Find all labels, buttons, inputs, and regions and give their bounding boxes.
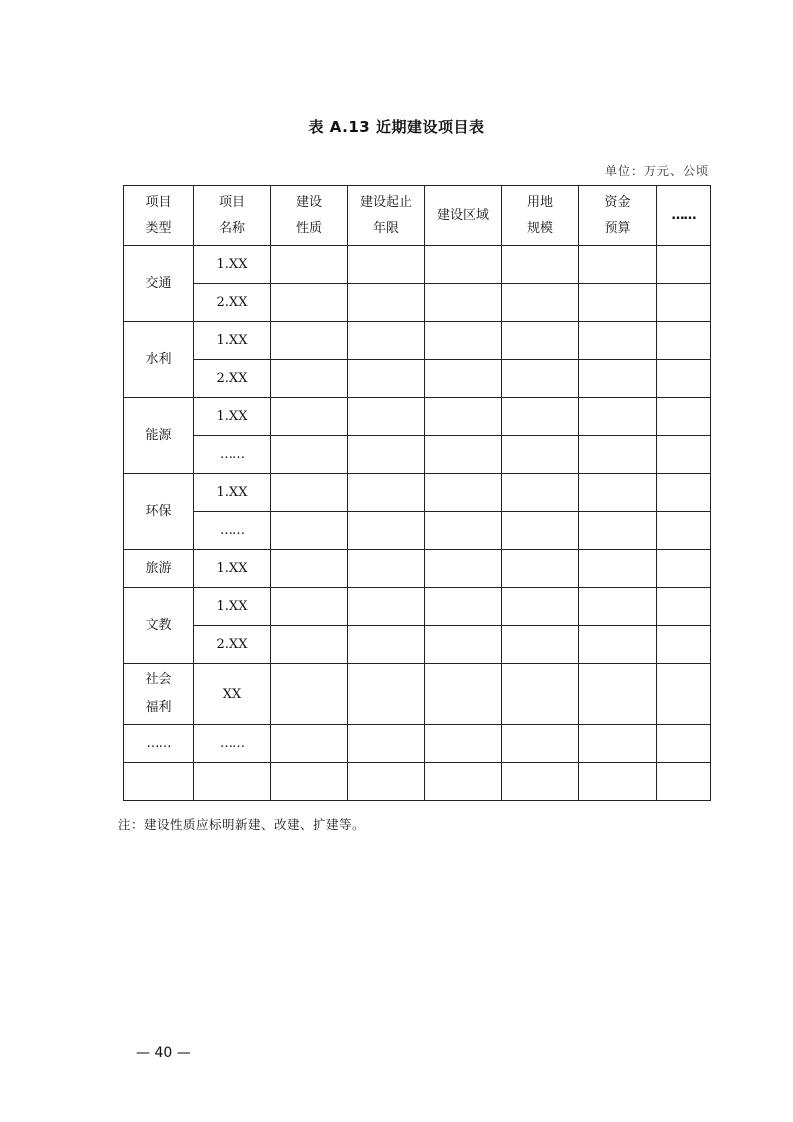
project-table (123, 185, 711, 801)
empty-cell (579, 626, 657, 664)
empty-cell (579, 322, 657, 360)
page-number: — 40 — (136, 1045, 191, 1061)
project-name-cell: 2.XX (194, 360, 271, 398)
table-row (124, 246, 711, 284)
project-name-cell: 1.XX (194, 398, 271, 436)
table-row (124, 626, 711, 664)
empty-cell (579, 474, 657, 512)
header-row (124, 186, 711, 246)
table-row (124, 436, 711, 474)
empty-cell (425, 512, 502, 550)
empty-cell (502, 284, 579, 322)
project-type-cell: 环保 (124, 474, 194, 550)
empty-cell (348, 550, 425, 588)
empty-cell (425, 436, 502, 474)
empty-cell (348, 474, 425, 512)
project-type-cell: 旅游 (124, 550, 194, 588)
empty-cell (271, 763, 348, 801)
empty-cell (271, 436, 348, 474)
empty-cell (657, 436, 711, 474)
empty-cell (425, 588, 502, 626)
empty-cell (502, 626, 579, 664)
header-more (657, 186, 711, 246)
project-type-cell (124, 664, 194, 725)
header-project-name (194, 186, 271, 246)
empty-cell (271, 322, 348, 360)
project-name-cell: 1.XX (194, 322, 271, 360)
table-row (124, 360, 711, 398)
empty-cell (425, 246, 502, 284)
empty-cell (657, 246, 711, 284)
empty-cell (579, 246, 657, 284)
unit-note: 单位：万元、公顷 (604, 164, 709, 178)
header-line: 年限 (372, 220, 399, 236)
empty-cell (271, 626, 348, 664)
empty-cell (579, 664, 657, 725)
empty-cell (348, 436, 425, 474)
empty-cell (271, 284, 348, 322)
empty-cell (502, 725, 579, 763)
empty-cell (657, 360, 711, 398)
empty-cell (502, 512, 579, 550)
empty-cell (502, 474, 579, 512)
empty-cell (348, 588, 425, 626)
empty-cell (579, 588, 657, 626)
project-type-cell: 能源 (124, 398, 194, 474)
type-line: 社会 (145, 672, 172, 687)
table-row (124, 322, 711, 360)
header-line: 建设 (295, 194, 322, 210)
project-name-cell: …… (194, 725, 271, 763)
empty-cell (425, 763, 502, 801)
table-row (124, 763, 711, 801)
empty-cell (348, 725, 425, 763)
header-line: 项目 (145, 194, 172, 210)
empty-cell (657, 588, 711, 626)
empty-cell (348, 360, 425, 398)
header-budget (579, 186, 657, 246)
header-line: 资金 (604, 194, 631, 210)
empty-cell (348, 763, 425, 801)
table-title: 表 A.13 近期建设项目表 (308, 118, 485, 136)
empty-cell (271, 398, 348, 436)
empty-cell (502, 398, 579, 436)
empty-cell (271, 360, 348, 398)
empty-cell (348, 398, 425, 436)
empty-cell (425, 360, 502, 398)
empty-cell (271, 725, 348, 763)
project-type-cell: …… (124, 725, 194, 763)
empty-cell (271, 664, 348, 725)
table-row (124, 474, 711, 512)
empty-cell (271, 550, 348, 588)
empty-cell (271, 474, 348, 512)
empty-cell (657, 322, 711, 360)
project-name-cell: 1.XX (194, 550, 271, 588)
empty-cell (502, 360, 579, 398)
empty-cell (657, 763, 711, 801)
header-construction-area (425, 186, 502, 246)
header-line: …… (671, 207, 696, 223)
empty-cell (425, 322, 502, 360)
empty-cell (271, 246, 348, 284)
header-line: 建设区域 (436, 207, 489, 223)
table-row (124, 398, 711, 436)
header-project-type (124, 186, 194, 246)
empty-cell (425, 626, 502, 664)
empty-cell (348, 322, 425, 360)
empty-cell (579, 398, 657, 436)
empty-cell (579, 284, 657, 322)
table-row (124, 550, 711, 588)
empty-cell (502, 664, 579, 725)
header-line: 建设起止 (359, 194, 412, 210)
footnote: 注：建设性质应标明新建、改建、扩建等。 (118, 817, 366, 832)
empty-cell (579, 360, 657, 398)
header-line: 性质 (295, 220, 322, 236)
header-construction-nature (271, 186, 348, 246)
empty-cell (502, 763, 579, 801)
empty-cell (425, 474, 502, 512)
type-line: 福利 (145, 700, 172, 715)
table-row (124, 284, 711, 322)
project-name-cell: 2.XX (194, 284, 271, 322)
empty-cell (271, 512, 348, 550)
project-name-cell: 2.XX (194, 626, 271, 664)
empty-cell (657, 512, 711, 550)
empty-cell (348, 664, 425, 725)
project-type-cell: 水利 (124, 322, 194, 398)
empty-cell (579, 550, 657, 588)
header-construction-period (348, 186, 425, 246)
empty-cell (425, 284, 502, 322)
empty-cell (579, 512, 657, 550)
empty-cell (502, 322, 579, 360)
project-name-cell: 1.XX (194, 588, 271, 626)
header-line: 类型 (145, 220, 172, 236)
empty-cell (657, 725, 711, 763)
empty-cell (657, 474, 711, 512)
empty-cell (657, 626, 711, 664)
empty-cell (502, 246, 579, 284)
empty-cell (348, 246, 425, 284)
empty-cell (348, 512, 425, 550)
empty-cell (425, 725, 502, 763)
empty-cell (124, 763, 194, 801)
table-row (124, 588, 711, 626)
table-row (124, 512, 711, 550)
table-row (124, 725, 711, 763)
empty-cell (502, 550, 579, 588)
header-line: 项目 (218, 194, 245, 210)
empty-cell (657, 284, 711, 322)
project-name-cell: 1.XX (194, 474, 271, 512)
empty-cell (425, 550, 502, 588)
empty-cell (502, 436, 579, 474)
empty-cell (579, 725, 657, 763)
empty-cell (271, 588, 348, 626)
header-land-scale (502, 186, 579, 246)
project-type-cell: 文教 (124, 588, 194, 664)
project-name-cell: XX (194, 664, 271, 725)
empty-cell (657, 398, 711, 436)
empty-cell (194, 763, 271, 801)
table-row (124, 664, 711, 725)
empty-cell (657, 550, 711, 588)
empty-cell (425, 398, 502, 436)
project-type-cell: 交通 (124, 246, 194, 322)
empty-cell (348, 284, 425, 322)
project-name-cell: …… (194, 512, 271, 550)
empty-cell (579, 763, 657, 801)
empty-cell (657, 664, 711, 725)
header-line: 名称 (218, 220, 245, 236)
header-line: 用地 (526, 194, 553, 210)
empty-cell (579, 436, 657, 474)
project-name-cell: 1.XX (194, 246, 271, 284)
header-line: 预算 (604, 220, 631, 236)
empty-cell (425, 664, 502, 725)
project-name-cell: …… (194, 436, 271, 474)
empty-cell (348, 626, 425, 664)
header-line: 规模 (526, 220, 553, 236)
empty-cell (502, 588, 579, 626)
